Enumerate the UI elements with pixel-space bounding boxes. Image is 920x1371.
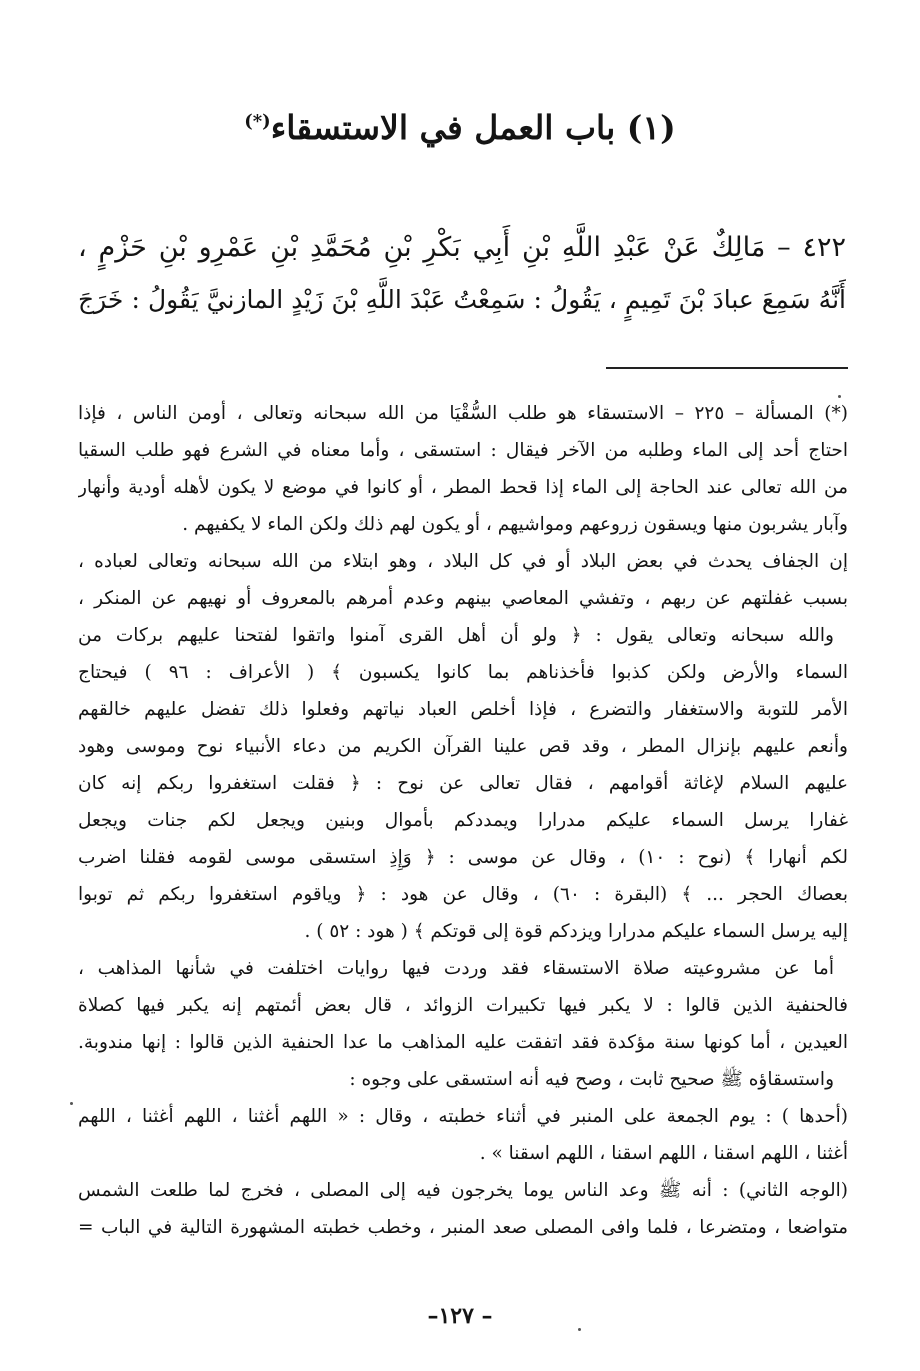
footnote-separator <box>606 367 848 369</box>
footnote-line: أما عن مشروعيته صلاة الاستسقاء فقد وردت فيها روايات اختلفت في شأنها المذاهب ، <box>78 958 834 979</box>
footnote-line: العيدين ، أما كونها سنة مؤكدة فقد اتفقت عليه المذاهب ما عدا الحنفية الذين قالوا : إنها مندوبة. <box>78 1032 848 1053</box>
footnote-line: متواضعا ، ومتضرعا ، فلما وافى المصلى صعد المنبر ، وخطب خطبته المشهورة التالية في الباب = <box>78 1217 848 1238</box>
chapter-heading <box>0 92 920 158</box>
footnote-line: إليه يرسل السماء عليكم مدرارا ويزدكم قوة إلى قوتكم ﴾ ( هود : ٥٢ ) . <box>304 921 848 942</box>
footnote-line: السماء والأرض ولكن كذبوا فأخذناهم بما كانوا يكسبون ﴾ ( الأعراف : ٩٦ ) فيحتاج <box>78 662 848 683</box>
footnote-line: غفارا يرسل السماء عليكم مدرارا ويمددكم بأموال وبنين ويجعل لكم جنات ويجعل <box>78 810 848 831</box>
footnote-line: وأنعم عليهم بإنزال المطر ، وقد قص علينا القرآن الكريم من دعاء الأنبياء نوح وموسى وهود <box>78 736 848 757</box>
footnote-line: عليهم السلام لإغاثة أقوامهم ، فقال تعالى عن نوح : ﴿ فقلت استغفروا ربكم إنه كان <box>78 773 848 794</box>
footnote-line: وآبار يشربون منها ويسقون زروعهم ومواشيهم ، أو يكون لهم ذلك ولكن الماء لا يكفيهم . <box>182 514 848 535</box>
footnote-line: احتاج أحد إلى الماء وطلبه من الآخر فيقال : استسقى ، وأما معناه في الشرع فهو طلب السقيا <box>78 440 848 461</box>
chapter-heading-text: (١) باب العمل في الاستسقاء <box>270 108 676 147</box>
footnote-line: إن الجفاف يحدث في بعض البلاد أو في كل البلاد ، وهو ابتلاء من الله سبحانه وتعالى لعباده ، <box>78 551 848 572</box>
footnote-line: (الوجه الثاني) : أنه ﷺ وعد الناس يوما يخرجون فيه إلى المصلى ، فخرج لما طلعت الشمس <box>78 1180 848 1201</box>
footnote-line: بعصاك الحجر ... ﴾ (البقرة : ٦٠) ، وقال عن هود : ﴿ وياقوم استغفروا ربكم ثم توبوا <box>78 884 848 905</box>
footnote-marker: (*) <box>244 111 271 132</box>
footnote-line: فالحنفية الذين قالوا : لا يكبر فيها تكبيرات الزوائد ، قال بعض أئمتهم إنه يكبر فيها كصلاة <box>78 995 848 1016</box>
scan-speck <box>838 395 841 398</box>
footnote-line: والله سبحانه وتعالى يقول : ﴿ ولو أن أهل القرى آمنوا واتقوا لفتحنا عليهم بركات من <box>78 625 834 646</box>
hadith-line: أَنَّهُ سَمِعَ عبادَ بْنَ تَمِيمٍ ، يَقُولُ : سَمِعْتُ عَبْدَ اللَّهِ بْنَ زَيْدٍ المازنيَّ يَقُولُ : خَرَجَ <box>78 285 846 314</box>
footnote-line: بسبب غفلتهم عن ربهم ، وتفشي المعاصي بينهم وعدم أمرهم بالمعروف أو نهيهم عن المنكر ، <box>78 588 848 609</box>
footnote-line: الأمر للتوبة والاستغفار والتضرع ، فإذا أخلص العباد نياتهم وفعلوا ذلك تفضل عليهم خالقهم <box>78 699 848 720</box>
footnote-line: (أحدها ) : يوم الجمعة على المنبر في أثناء خطبته ، وقال : « اللهم أغثنا ، اللهم أغثنا ، اللهم <box>78 1106 848 1127</box>
footnote-line: من الله تعالى عند الحاجة إلى الماء إذا قحط المطر ، أو كانوا في موضع لا يكون لأهله أودية وأنهار <box>78 477 848 498</box>
footnote-line: واستسقاؤه ﷺ صحيح ثابت ، وصح فيه أنه استسقى على وجوه : <box>349 1069 834 1090</box>
page-number: – ١٢٧– <box>427 1303 493 1329</box>
hadith-line: ٤٢٢ – مَالِكٌ عَنْ عَبْدِ اللَّهِ بْنِ أَبِي بَكْرِ بْنِ مُحَمَّدِ بْنِ عَمْرِو بْنِ حَزْمٍ ، <box>78 232 846 263</box>
scan-speck <box>70 1102 73 1105</box>
footnote-line: (*) المسألة – ٢٢٥ – الاستسقاء هو طلب السُّقْيَا من الله سبحانه وتعالى ، أومن الناس ، فإذا <box>78 403 848 424</box>
footnote-line: أغثنا ، اللهم اسقنا ، اللهم اسقنا ، اللهم اسقنا » . <box>479 1143 848 1164</box>
footnote-line: لكم أنهارا ﴾ (نوح : ١٠) ، وقال عن موسى : ﴿ وَإِذِ استسقى موسى لقومه فقلنا اضرب <box>78 847 848 868</box>
